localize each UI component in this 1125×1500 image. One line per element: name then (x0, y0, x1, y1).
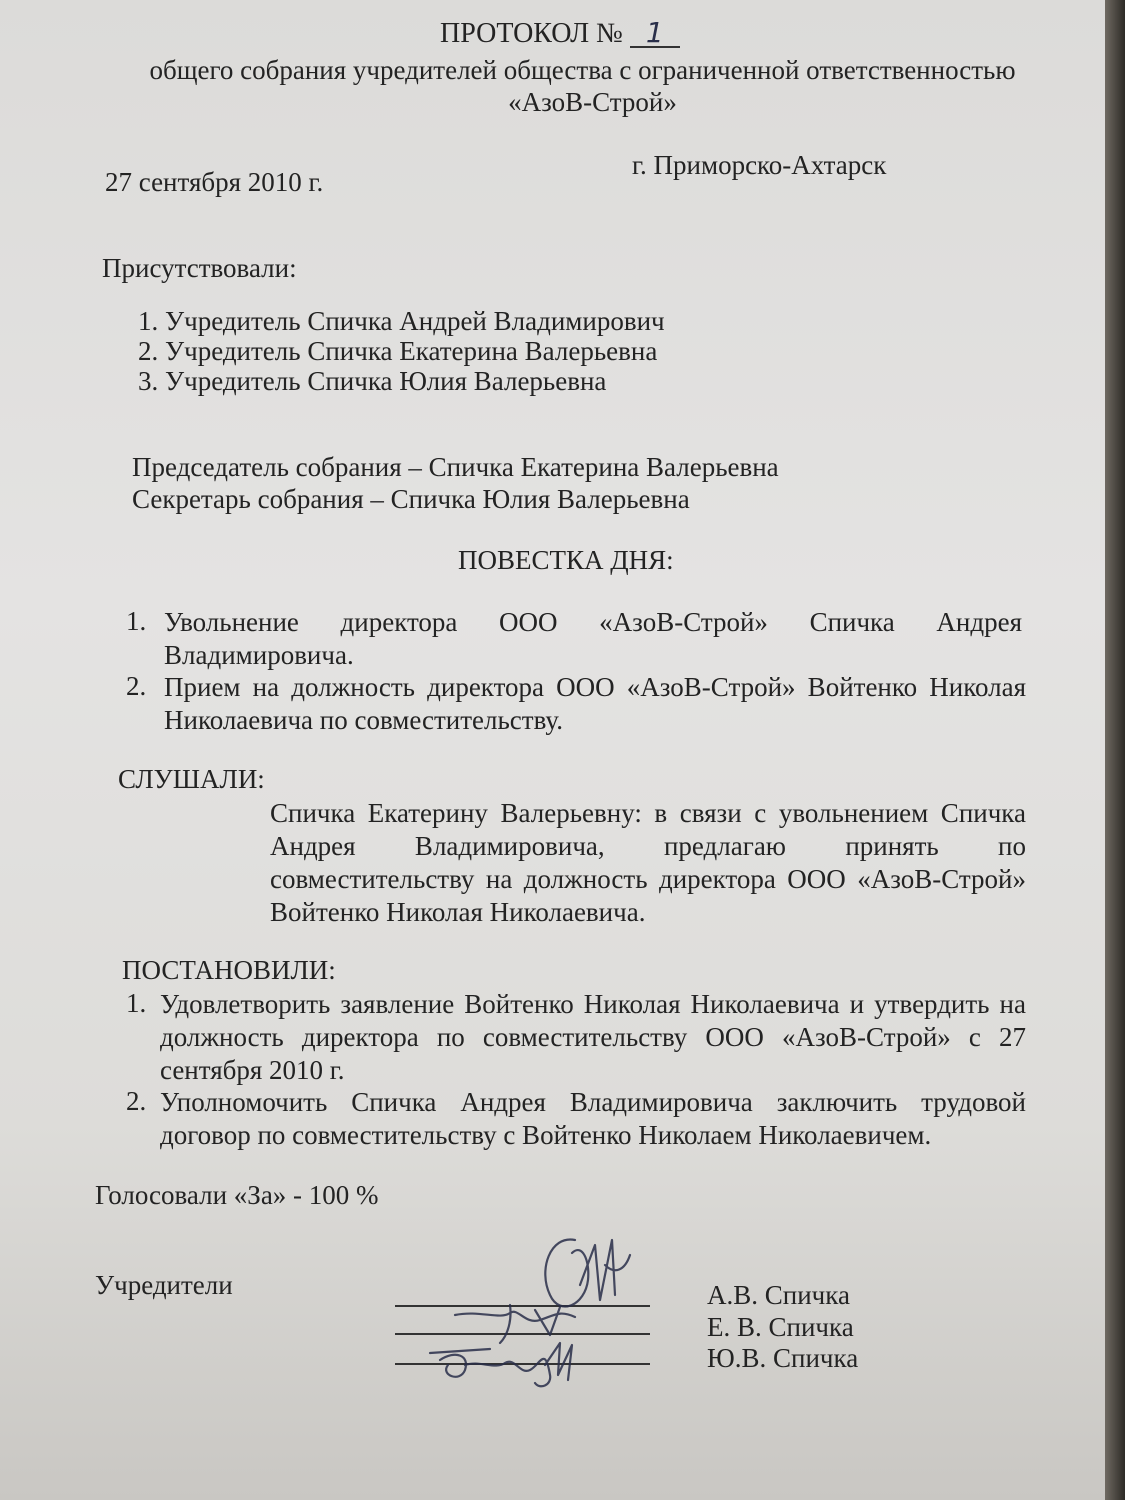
agenda-item-number: 2. (126, 671, 147, 701)
agenda-item-number: 1. (126, 606, 147, 636)
founder-name: Ю.В. Спичка (707, 1343, 859, 1373)
company-name: «АзоВ-Строй» (508, 87, 677, 117)
chairman-line: Председатель собрания – Спичка Екатерина Валерьевна (132, 452, 779, 482)
meeting-date: 27 сентября 2010 г. (105, 167, 324, 197)
vote-result: Голосовали «За» - 100 % (95, 1180, 379, 1210)
agenda-item-text: Увольнение директора ООО «АзоВ-Строй» Спичка Андрея Владимировича. (164, 607, 1022, 670)
protocol-title (440, 18, 680, 50)
meeting-city: г. Приморско-Ахтарск (632, 150, 887, 180)
agenda-heading: ПОВЕСТКА ДНЯ: (458, 545, 674, 575)
protocol-subtitle: общего собрания учредителей общества с ограниченной ответственностью (149, 55, 1016, 85)
heard-text: Спичка Екатерину Валерьевну: в связи с увольнением Спичка Андрея Владимировича, предлагаю принять по совместительству на должность директора ООО «АзоВ-Строй» Войтенко Николая Николаевича. (270, 798, 1026, 927)
handwritten-signatures (400, 1225, 660, 1400)
secretary-line: Секретарь собрания – Спичка Юлия Валерьевна (132, 484, 690, 514)
attendee-item: 2. Учредитель Спичка Екатерина Валерьевна (138, 336, 658, 366)
resolved-item-text: Уполномочить Спичка Андрея Владимировича заключить трудовой договор по совместительству с Войтенко Николаем Николаевичем. (160, 1087, 1026, 1150)
resolved-item-number: 1. (126, 988, 147, 1018)
founders-label: Учредители (95, 1270, 233, 1300)
protocol-label: ПРОТОКОЛ № (440, 18, 623, 49)
attendee-item: 1. Учредитель Спичка Андрей Владимирович (138, 306, 665, 336)
attendees-heading: Присутствовали: (102, 253, 297, 283)
attendee-item: 3. Учредитель Спичка Юлия Валерьевна (138, 366, 607, 396)
resolved-item-text: Удовлетворить заявление Войтенко Николая Николаевича и утвердить на должность директора по совместительству ООО «АзоВ-Строй» с 27 сентября 2010 г. (160, 989, 1026, 1085)
resolved-item-number: 2. (126, 1086, 147, 1116)
heard-heading: СЛУШАЛИ: (118, 764, 265, 794)
founder-name: А.В. Спичка (707, 1280, 850, 1310)
agenda-item-text: Прием на должность директора ООО «АзоВ-Строй» Войтенко Николая Николаевича по совместительству. (164, 672, 1026, 735)
page-edge-shadow (1105, 0, 1125, 1500)
protocol-number: 1 (630, 20, 680, 48)
resolved-heading: ПОСТАНОВИЛИ: (122, 955, 336, 985)
founder-name: Е. В. Спичка (707, 1312, 854, 1342)
